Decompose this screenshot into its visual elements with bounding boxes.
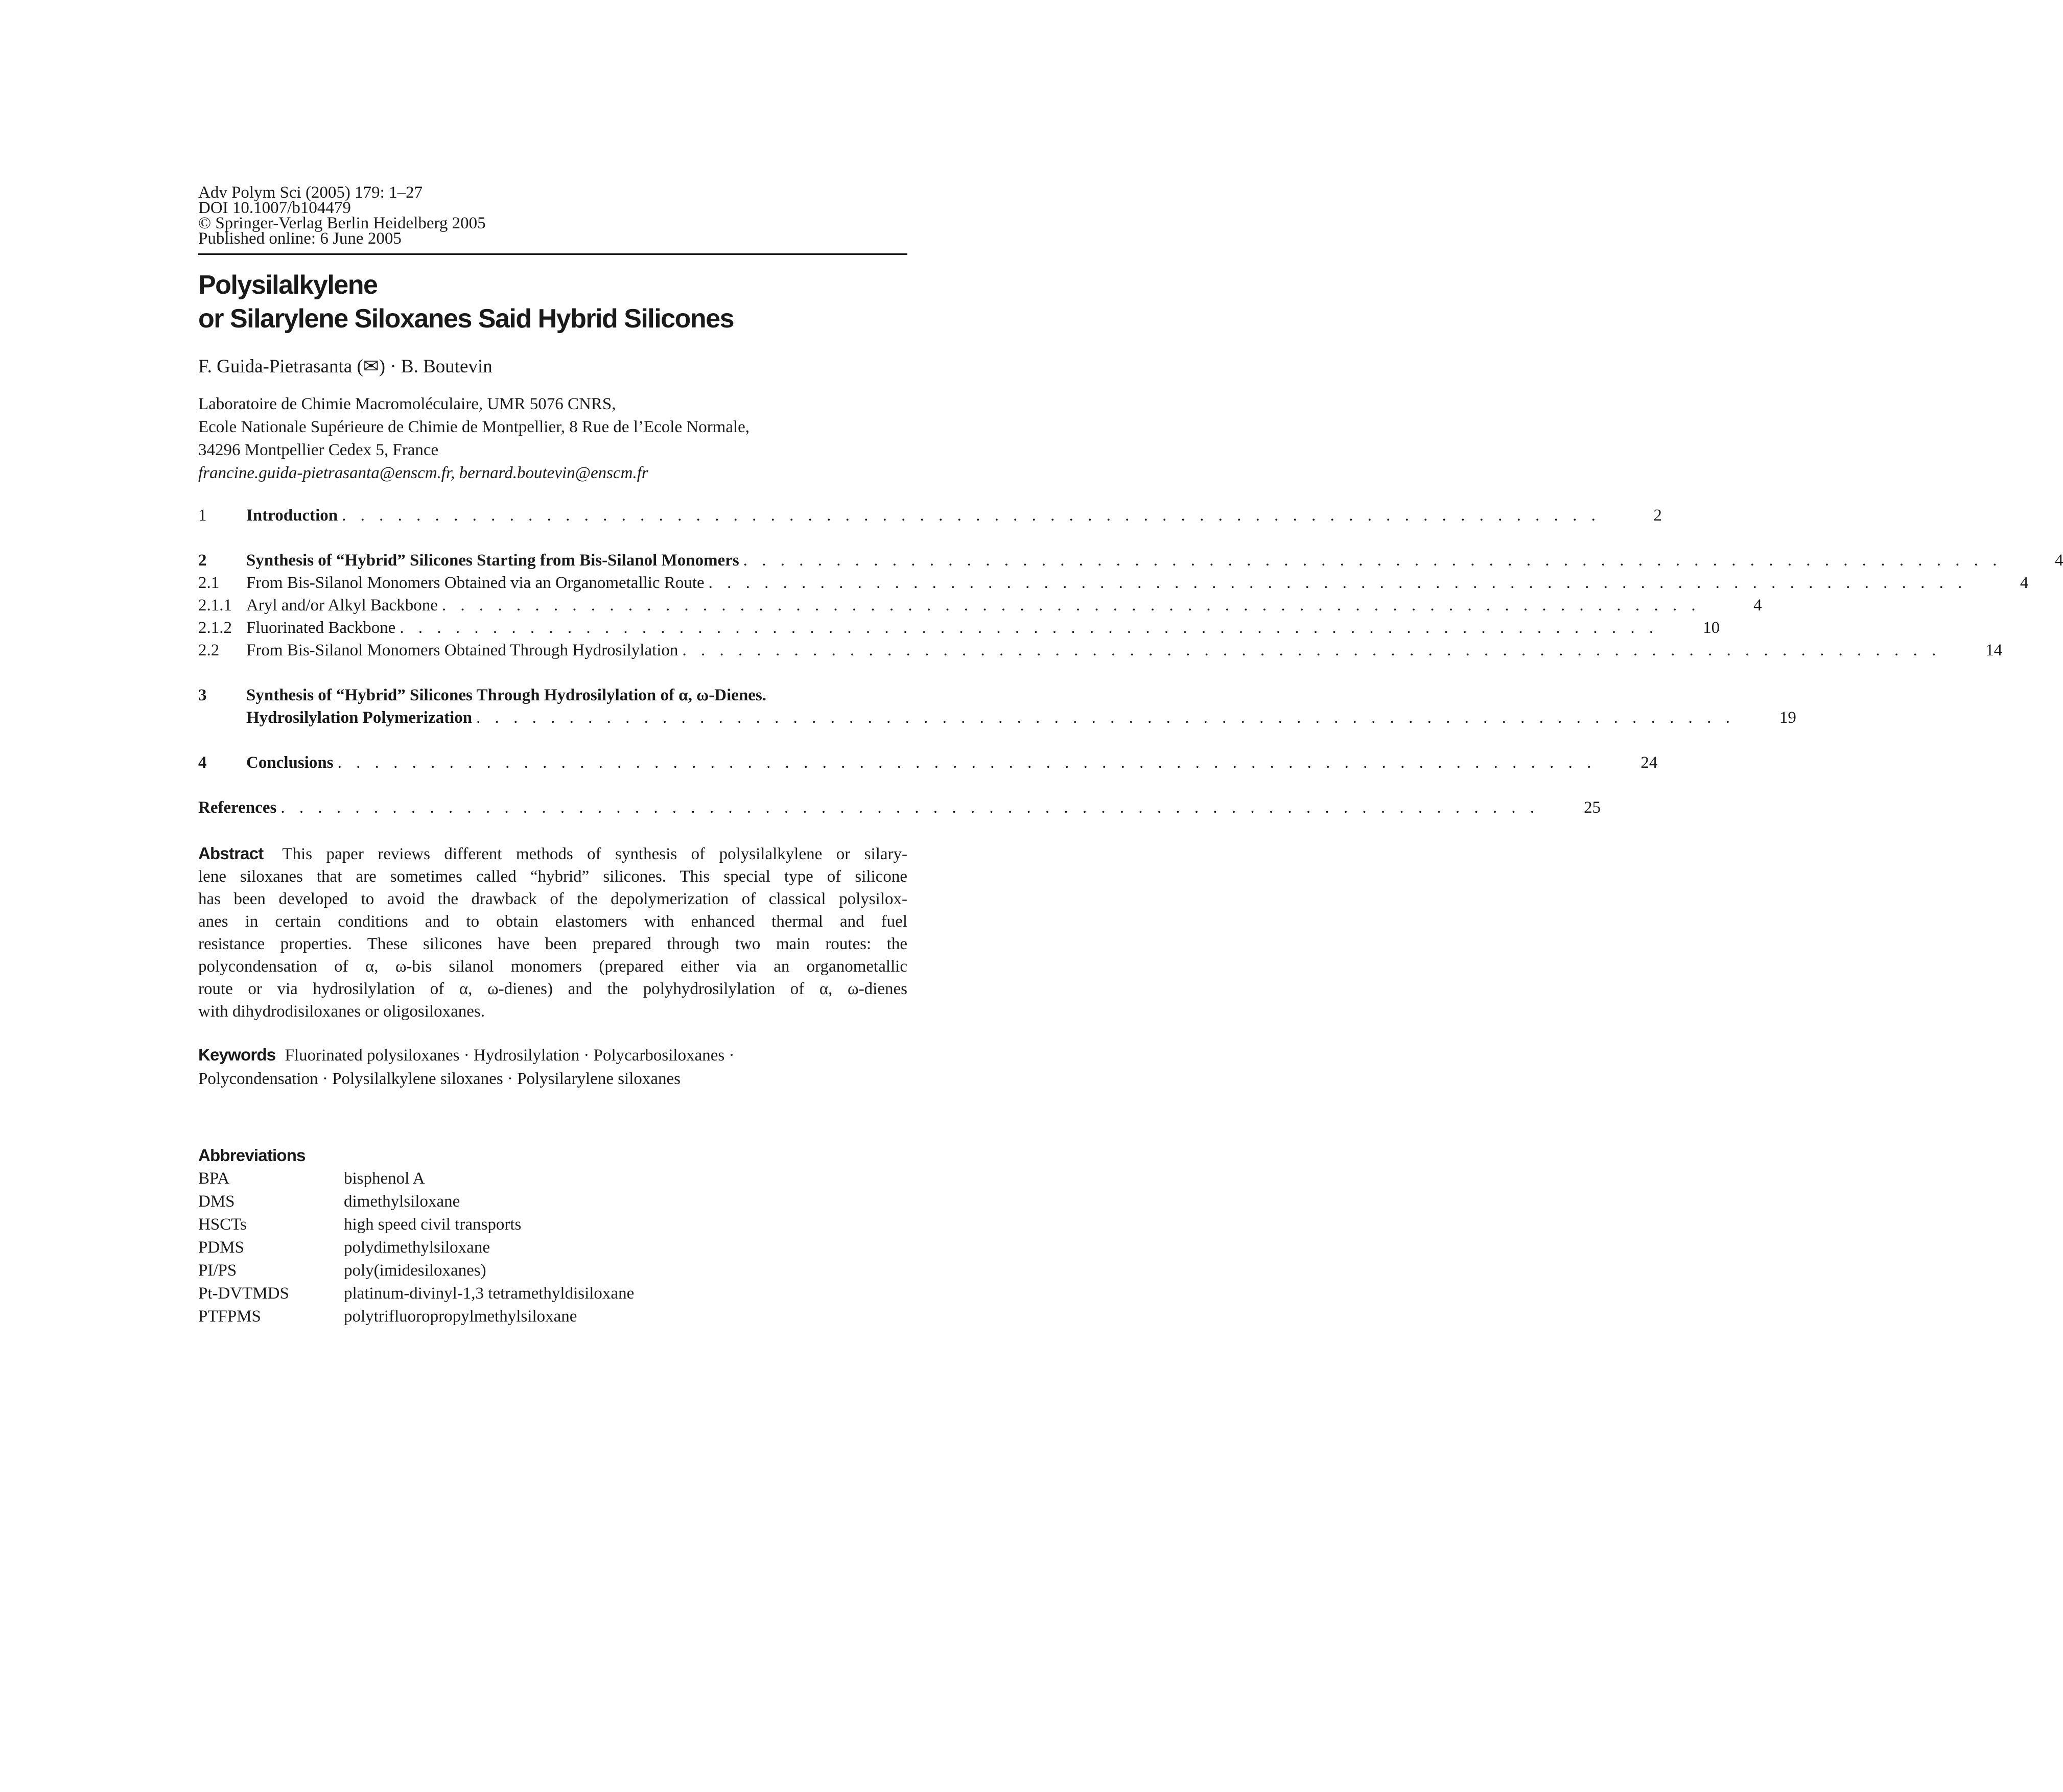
toc-title: Aryl and/or Alkyl Backbone (246, 596, 438, 615)
abstract-line: has been developed to avoid the drawback of the depolymerization of classical polysilox- (198, 890, 907, 908)
abbreviation-value: platinum-divinyl-1,3 tetramethyldisiloxane (344, 1284, 635, 1303)
keywords-line-1: Fluorinated polysiloxanes · Hydrosilylation · Polycarbosiloxanes · (285, 1046, 735, 1065)
abstract-line: with dihydrodisiloxanes or oligosiloxanes. (198, 1002, 485, 1021)
abbreviation-key: PTFPMS (198, 1307, 261, 1326)
abbreviation-value: bisphenol A (344, 1169, 425, 1188)
keywords-label: Keywords (198, 1045, 276, 1064)
affiliation (198, 393, 907, 485)
affiliation-line-3: 34296 Montpellier Cedex 5, France (198, 441, 439, 459)
abbreviation-row (198, 1259, 907, 1282)
journal-header (198, 185, 907, 246)
keywords-line-2: Polycondensation · Polysilalkylene siloxanes · Polysilarylene siloxanes (198, 1070, 681, 1088)
toc-page: 4 (1753, 596, 1762, 615)
toc-number: 3 (198, 686, 207, 704)
abbreviation-key: PI/PS (198, 1261, 237, 1280)
abstract-line: lene siloxanes that are sometimes called “hybrid” silicones. This special type of silicone (198, 867, 907, 886)
toc-leader: . . . . . . . . . . . . . . . . . . . . . . . . . . . . . . . . . . . . . . . . . . . . . . . . . . . . . . . . . . . . . . . . . . . . (441, 596, 1701, 615)
toc-title: From Bis-Silanol Monomers Obtained via an Organometallic Route (246, 574, 705, 592)
toc-entry-2-1-2[interactable] (198, 619, 1720, 641)
abbreviation-row (198, 1167, 907, 1190)
toc-number: 1 (198, 506, 207, 525)
abstract-line: Abstract This paper reviews different methods of synthesis of polysilalkylene or silary- (198, 844, 907, 863)
abbreviation-value: polydimethylsiloxane (344, 1238, 490, 1257)
toc-title: References (198, 798, 277, 817)
toc-leader: . . . . . . . . . . . . . . . . . . . . . . . . . . . . . . . . . . . . . . . . . . . . . . . . . . . . . . . . . . . . . . . . . . . . (743, 551, 2002, 570)
author-list (198, 355, 907, 379)
toc-title: Synthesis of “Hybrid” Silicones Starting from Bis-Silanol Monomers (246, 551, 739, 570)
keywords (198, 1043, 907, 1091)
envelope-icon: (✉) (357, 356, 386, 377)
citation-line: Adv Polym Sci (2005) 179: 1–27 (198, 183, 423, 202)
toc-title: Fluorinated Backbone (246, 619, 396, 637)
toc-page: 4 (2054, 551, 2063, 570)
toc-page: 19 (1779, 709, 1796, 727)
toc-leader: . . . . . . . . . . . . . . . . . . . . . . . . . . . . . . . . . . . . . . . . . . . . . . . . . . . . . . . . . . . . . . . . . . . . (476, 709, 1735, 727)
abbreviation-key: HSCTs (198, 1215, 247, 1234)
affiliation-line-1: Laboratoire de Chimie Macromoléculaire, UMR 5076 CNRS, (198, 395, 616, 413)
toc-number: 2.2 (198, 641, 220, 659)
abbreviation-key: PDMS (198, 1238, 244, 1257)
author-2: B. Boutevin (401, 356, 493, 377)
toc-title-cont: Hydrosilylation Polymerization (246, 709, 473, 727)
toc-number: 2.1 (198, 574, 220, 592)
toc-page: 4 (2020, 574, 2029, 592)
toc-entry-2[interactable] (198, 551, 2063, 574)
copyright-line: © Springer-Verlag Berlin Heidelberg 2005 (198, 214, 486, 232)
toc-title: Conclusions (246, 753, 334, 772)
toc-page: 2 (1653, 506, 1662, 525)
affiliation-line-2: Ecole Nationale Supérieure de Chimie de Montpellier, 8 Rue de l’Ecole Normale, (198, 418, 750, 436)
toc-title: Synthesis of “Hybrid” Silicones Through Hydrosilylation of α, ω-Dienes. (246, 686, 767, 704)
toc-leader: . . . . . . . . . . . . . . . . . . . . . . . . . . . . . . . . . . . . . . . . . . . . . . . . . . . . . . . . . . . . . . . . . . . . (708, 574, 1967, 592)
toc-entry-3-cont[interactable] (198, 709, 1796, 731)
toc-page: 24 (1640, 753, 1658, 772)
abbreviation-row (198, 1282, 907, 1305)
title-line-2: or Silarylene Siloxanes Said Hybrid Silicones (198, 304, 734, 334)
toc-leader: . . . . . . . . . . . . . . . . . . . . . . . . . . . . . . . . . . . . . . . . . . . . . . . . . . . . . . . . . . . . . . . . . . . . (400, 619, 1659, 637)
author-separator: · (390, 356, 396, 377)
toc-title: Introduction (246, 506, 338, 525)
abbreviation-value: dimethylsiloxane (344, 1192, 460, 1211)
abbreviation-key: Pt-DVTMDS (198, 1284, 289, 1303)
published-line: Published online: 6 June 2005 (198, 229, 402, 248)
toc-page: 25 (1584, 798, 1601, 817)
toc-entry-1[interactable] (198, 506, 1662, 529)
toc-leader: . . . . . . . . . . . . . . . . . . . . . . . . . . . . . . . . . . . . . . . . . . . . . . . . . . . . . . . . . . . . . . . . . . . . (337, 753, 1597, 772)
abbreviation-row (198, 1213, 907, 1236)
toc-page: 14 (1985, 641, 2003, 659)
toc-page: 10 (1703, 619, 1720, 637)
toc-number: 4 (198, 753, 207, 772)
toc-entry-2-1-1[interactable] (198, 596, 1762, 619)
paper-title (198, 268, 907, 336)
toc-number: 2.1.2 (198, 619, 232, 637)
abbreviation-value: poly(imidesiloxanes) (344, 1261, 486, 1280)
toc-leader: . . . . . . . . . . . . . . . . . . . . . . . . . . . . . . . . . . . . . . . . . . . . . . . . . . . . . . . . . . . . . . . . . . . . (280, 798, 1540, 817)
toc-entry-4[interactable] (198, 753, 1658, 776)
toc-entry-references[interactable] (198, 798, 1601, 821)
abbreviation-row (198, 1236, 907, 1259)
header-rule (198, 253, 907, 255)
toc-entry-2-2[interactable] (198, 641, 2003, 664)
abstract (198, 842, 907, 1023)
paper-page (198, 183, 2063, 1328)
toc-entry-2-1[interactable] (198, 574, 2029, 596)
abbreviation-value: polytrifluoropropylmethylsiloxane (344, 1307, 577, 1326)
abbreviation-value: high speed civil transports (344, 1215, 522, 1234)
abbreviations-heading: Abbreviations (198, 1146, 306, 1165)
toc-entry-3[interactable] (198, 686, 907, 709)
table-of-contents (198, 506, 2063, 821)
toc-title: From Bis-Silanol Monomers Obtained Through Hydrosilylation (246, 641, 678, 659)
doi-line: DOI 10.1007/b104479 (198, 199, 351, 217)
author-1: F. Guida-Pietrasanta (198, 356, 353, 377)
abbreviation-key: BPA (198, 1169, 230, 1188)
abstract-line: anes in certain conditions and to obtain elastomers with enhanced thermal and fuel (198, 912, 907, 931)
abstract-line: polycondensation of α, ω-bis silanol monomers (prepared either via an organometallic (198, 957, 907, 976)
title-line-1: Polysilalkylene (198, 270, 378, 300)
email-addresses: francine.guida-pietrasanta@enscm.fr, bernard.boutevin@enscm.fr (198, 464, 648, 482)
abstract-line: resistance properties. These silicones have been prepared through two main routes: the (198, 935, 907, 953)
abbreviations (198, 1144, 907, 1328)
toc-leader: . . . . . . . . . . . . . . . . . . . . . . . . . . . . . . . . . . . . . . . . . . . . . . . . . . . . . . . . . . . . . . . . . . . . (682, 641, 1941, 659)
toc-leader: . . . . . . . . . . . . . . . . . . . . . . . . . . . . . . . . . . . . . . . . . . . . . . . . . . . . . . . . . . . . . . . . . . . . (342, 506, 1601, 525)
abstract-label: Abstract (198, 844, 264, 863)
toc-number: 2.1.1 (198, 596, 232, 615)
abstract-line: route or via hydrosilylation of α, ω-dienes) and the polyhydrosilylation of α, ω-dienes (198, 980, 907, 998)
abbreviation-row (198, 1190, 907, 1213)
abbreviation-key: DMS (198, 1192, 235, 1211)
toc-number: 2 (198, 551, 207, 570)
abbreviation-row (198, 1305, 907, 1328)
